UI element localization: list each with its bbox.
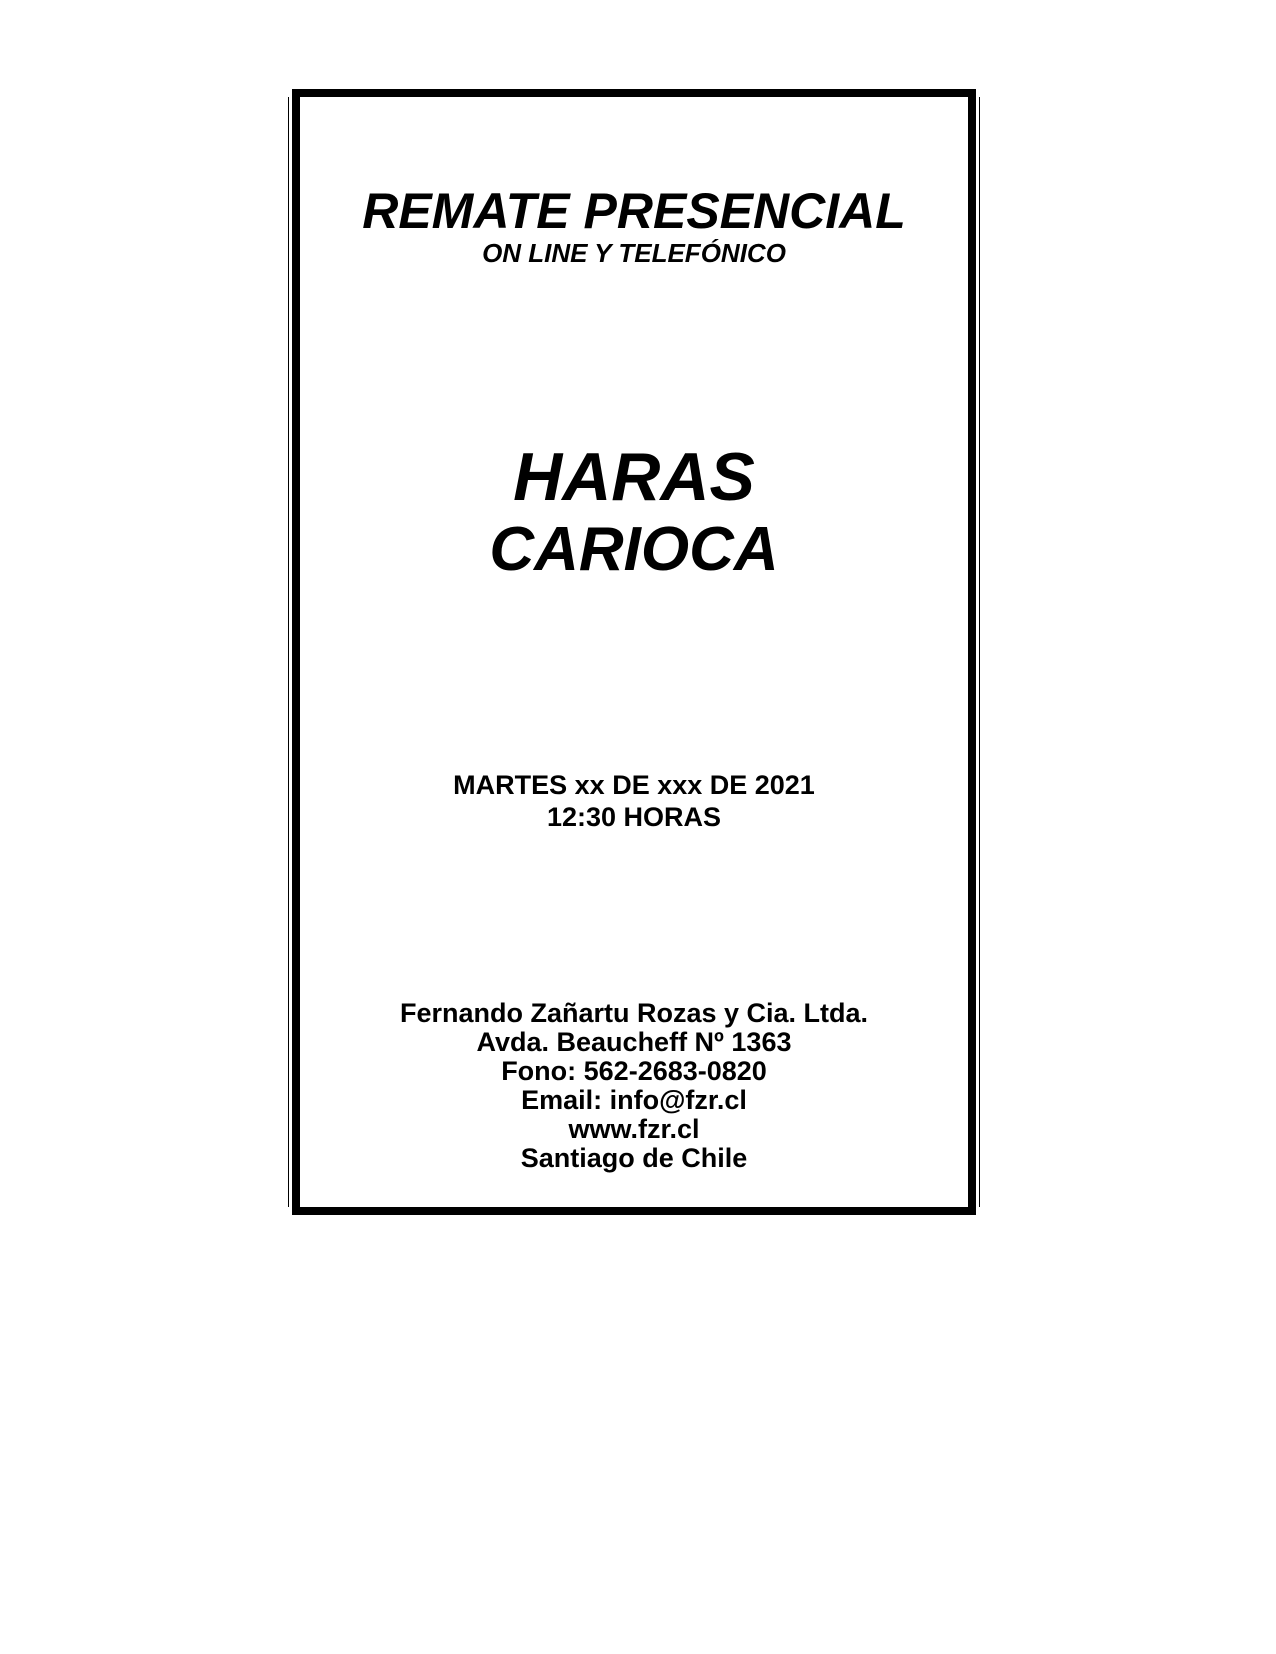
haras-name-line1: HARAS [513, 439, 755, 515]
frame-outer-left-line [288, 97, 289, 1207]
frame-outer-right-line [979, 97, 980, 1207]
company-phone: Fono: 562-2683-0820 [501, 1056, 767, 1086]
event-date: MARTES xx DE xxx DE 2021 [453, 770, 815, 800]
contact-block [300, 999, 968, 1173]
company-email: Email: info@fzr.cl [521, 1085, 747, 1115]
auction-title: REMATE PRESENCIAL [362, 183, 906, 239]
company-address: Avda. Beaucheff Nº 1363 [476, 1027, 792, 1057]
event-time: 12:30 HORAS [546, 802, 722, 832]
haras-name-line2: CARIOCA [489, 515, 779, 584]
cover-frame [292, 89, 976, 1215]
company-website: www.fzr.cl [568, 1114, 700, 1144]
company-city: Santiago de Chile [520, 1143, 748, 1173]
auction-subtitle: ON LINE Y TELEFÓNICO [482, 238, 786, 268]
company-name: Fernando Zañartu Rozas y Cia. Ltda. [399, 998, 869, 1028]
